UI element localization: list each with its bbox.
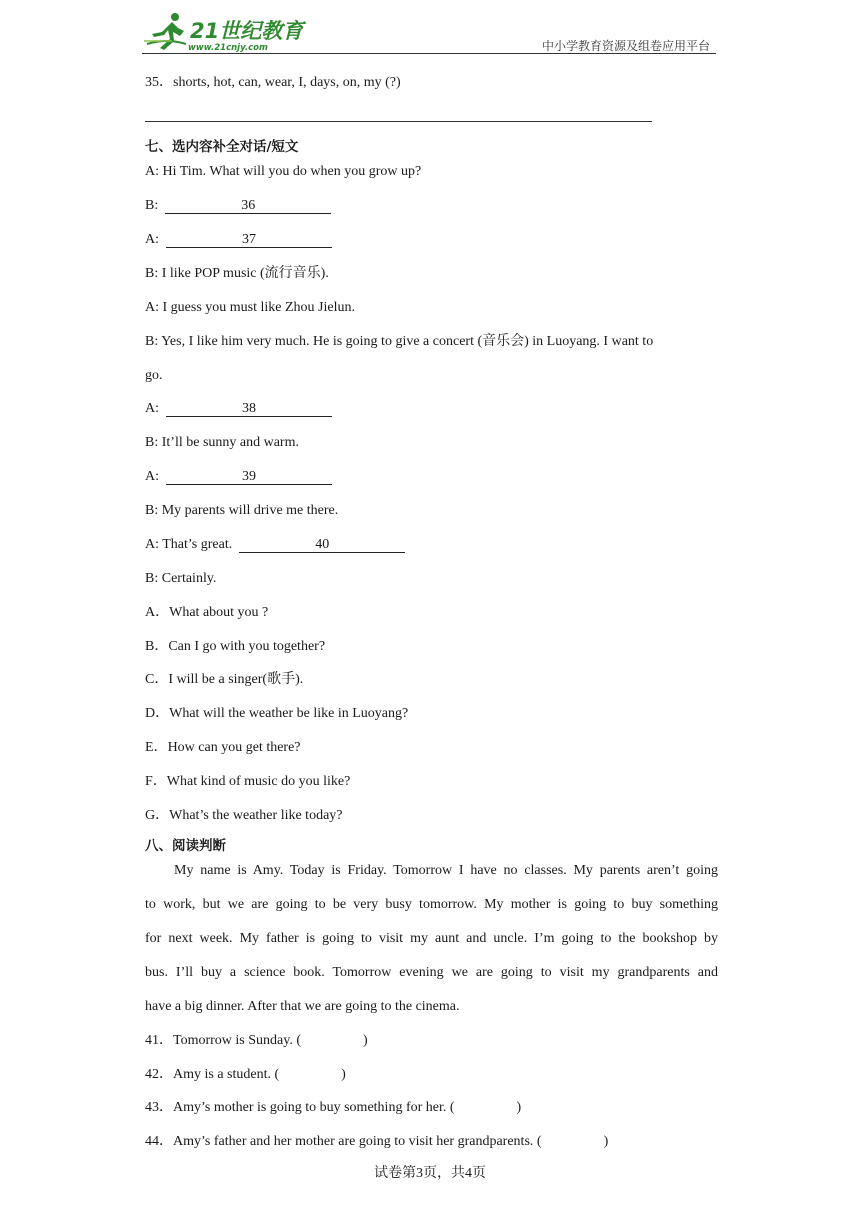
answer-blank-37[interactable]: 37	[166, 232, 332, 248]
option-d	[145, 705, 408, 723]
option-a	[145, 604, 268, 622]
dialogue-text: That’s great.	[162, 537, 233, 552]
dialogue-line-3	[145, 231, 332, 249]
dialogue-text: Certainly.	[161, 571, 217, 586]
speaker-label: B:	[145, 435, 159, 450]
question-number: 35．	[145, 75, 173, 90]
dialogue-line-9	[145, 468, 332, 486]
question-text: Amy’s mother is going to buy something for her. (	[173, 1100, 455, 1115]
passage-line: for next week. My father is going to visit my aunt and uncle. I’m going to the bookshop by	[145, 931, 718, 946]
option-letter: B．	[145, 639, 169, 654]
dialogue-line-6	[145, 333, 653, 351]
question-35	[145, 74, 401, 92]
passage-line: My name is Amy. Today is Friday. Tomorrow I have no classes. My parents aren’t going	[174, 863, 718, 878]
dialogue-line-5	[145, 299, 355, 317]
answer-blank-40[interactable]: 40	[239, 537, 405, 553]
passage-line: to work, but we are going to be very busy tomorrow. My mother is going to buy something	[145, 897, 718, 912]
question-text: Amy is a student. (	[173, 1067, 280, 1082]
dialogue-line-6-cont: go.	[145, 368, 163, 383]
runner-logo-icon	[142, 10, 312, 54]
page-footer: 试卷第3页，共4页	[374, 1166, 486, 1181]
dialogue-text: I like POP music (流行音乐).	[161, 266, 329, 281]
question-text: Tomorrow is Sunday. (	[173, 1033, 301, 1048]
option-letter: D．	[145, 706, 170, 721]
close-paren: )	[363, 1033, 368, 1048]
option-text: What about you ?	[169, 605, 269, 620]
passage-line: bus. I’ll buy a science book. Tomorrow evening we are going to visit my grandparents and	[145, 965, 718, 980]
logo-text: 21世纪教育	[190, 19, 304, 43]
reading-passage	[145, 854, 718, 1024]
dialogue-line-4	[145, 265, 329, 283]
close-paren: )	[516, 1100, 522, 1115]
answer-blank-36[interactable]: 36	[165, 198, 331, 214]
dialogue-line-11	[145, 536, 405, 554]
option-text: Can I go with you together?	[168, 639, 326, 654]
option-b	[145, 638, 325, 656]
option-c	[145, 671, 303, 689]
question-43	[145, 1099, 521, 1117]
dialogue-text: Yes, I like him very much. He is going to give a concert (音乐会) in Luoyang. I want to	[161, 334, 654, 349]
speaker-label: B:	[145, 571, 159, 586]
site-logo	[142, 10, 312, 54]
speaker-label: A:	[145, 300, 159, 315]
dialogue-line-10	[145, 502, 338, 520]
speaker-label: B:	[145, 266, 159, 281]
dialogue-line-2	[145, 197, 331, 215]
option-text: What’s the weather like today?	[169, 808, 343, 823]
dialogue-text: It’ll be sunny and warm.	[161, 435, 299, 450]
speaker-label: A:	[145, 401, 159, 416]
speaker-label: B:	[145, 503, 159, 518]
question-number: 41．	[145, 1033, 173, 1048]
logo-url-text: www.21cnjy.com	[188, 43, 268, 53]
close-paren: )	[341, 1067, 346, 1082]
dialogue-text: My parents will drive me there.	[161, 503, 339, 518]
option-g	[145, 807, 343, 825]
question-number: 42．	[145, 1067, 173, 1082]
dialogue-line-7	[145, 400, 332, 418]
speaker-label: A:	[145, 469, 159, 484]
answer-blank-39[interactable]: 39	[166, 469, 332, 485]
dialogue-text: Hi Tim. What will you do when you grow up?	[162, 164, 422, 179]
passage-line: have a big dinner. After that we are going to the cinema.	[145, 999, 460, 1014]
platform-name: 中小学教育资源及组卷应用平台	[541, 39, 710, 53]
dialogue-line-8	[145, 434, 299, 452]
question-41	[145, 1032, 368, 1050]
question-number: 44．	[145, 1134, 173, 1149]
option-letter: C．	[145, 672, 169, 687]
option-text: What kind of music do you like?	[166, 774, 351, 789]
speaker-label: B:	[145, 198, 159, 213]
option-text: What will the weather be like in Luoyang?	[169, 706, 409, 721]
question-text: Amy’s father and her mother are going to visit her grandparents. (	[173, 1134, 542, 1149]
section-8-title: 八、阅读判断	[145, 838, 226, 854]
dialogue-text: I guess you must like Zhou Jielun.	[162, 300, 355, 315]
dialogue-line-1	[145, 163, 421, 181]
question-number: 43．	[145, 1100, 173, 1115]
option-text: How can you get there?	[167, 740, 301, 755]
question-text: shorts, hot, can, wear, I, days, on, my (?)	[173, 75, 401, 90]
question-44	[145, 1133, 608, 1151]
speaker-label: A:	[145, 164, 159, 179]
option-e	[145, 739, 301, 757]
option-letter: E．	[145, 740, 168, 755]
option-letter: F．	[145, 774, 167, 789]
question-42	[145, 1066, 346, 1084]
answer-line	[145, 121, 652, 122]
close-paren: )	[603, 1134, 609, 1149]
speaker-label: B:	[145, 334, 159, 349]
dialogue-line-12	[145, 570, 216, 588]
answer-blank-38[interactable]: 38	[166, 401, 332, 417]
speaker-label: A:	[145, 232, 159, 247]
option-letter: A．	[145, 605, 170, 620]
option-f	[145, 773, 350, 791]
section-7-title: 七、选内容补全对话/短文	[145, 139, 299, 155]
header-divider	[142, 53, 716, 54]
option-text: I will be a singer(歌手).	[168, 672, 304, 687]
speaker-label: A:	[145, 537, 159, 552]
option-letter: G．	[145, 808, 170, 823]
